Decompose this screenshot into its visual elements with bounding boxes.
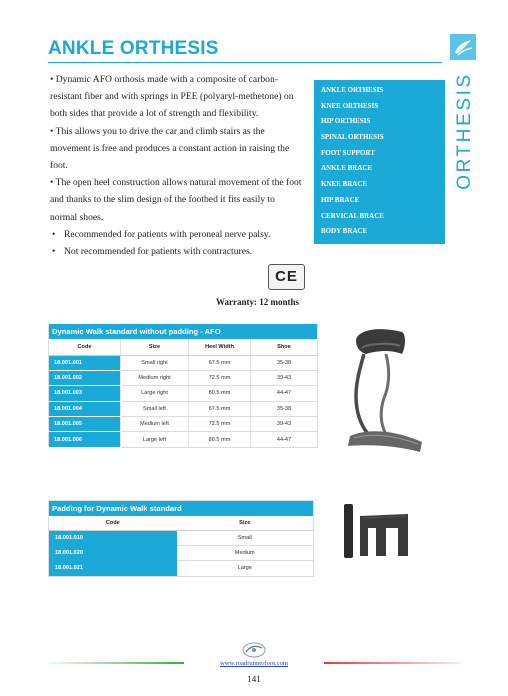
product-table-title: Dynamic Walk standard without padding - AFO	[49, 324, 318, 339]
side-section-label	[450, 72, 480, 190]
category-wrist-and-arm-brace[interactable]: WRIST AND ARM BRACE	[321, 242, 406, 251]
cell-code: 18.001.020	[49, 545, 177, 560]
description-recommended: • Recommended for patients with peroneal nerve palsy.	[50, 226, 304, 243]
category-ankle-brace[interactable]: ANKLE BRACE	[321, 164, 373, 173]
table-row	[49, 561, 314, 576]
cell-size: Small left	[121, 401, 189, 416]
cell-code: 18.001.006	[49, 432, 121, 447]
cell-heel-width: 72.5 mm	[189, 417, 251, 432]
category-foot-support[interactable]: FOOT SUPPORT	[321, 148, 375, 157]
column-header-code: Code	[49, 339, 121, 355]
cell-heel-width: 67.5 mm	[189, 355, 251, 370]
table-row	[49, 432, 318, 447]
cell-code: 18.001.021	[49, 561, 177, 576]
category-ankle-orthesis[interactable]: ANKLE ORTHESIS	[321, 86, 384, 94]
table-row	[49, 545, 314, 560]
category-knee-orthesis[interactable]: KNEE ORTHESIS	[321, 101, 379, 110]
cell-code: 18.001.002	[49, 370, 121, 385]
column-header-heel-width: Heel Width	[189, 339, 251, 355]
cell-size: Large left	[121, 432, 189, 447]
brand-logo-icon	[450, 34, 476, 60]
cell-shoe: 35-38	[251, 401, 318, 416]
ce-certification-mark: CE	[268, 264, 305, 290]
category-body-brace[interactable]: BODY BRACE	[321, 227, 368, 236]
product-table-afo	[48, 324, 318, 448]
column-header-size: Size	[121, 339, 189, 355]
category-hip-brace[interactable]: HIP BRACE	[321, 195, 360, 204]
category-cervical-brace[interactable]: CERVICAL BRACE	[321, 211, 384, 220]
cell-shoe: 39-43	[251, 370, 318, 385]
cell-heel-width: 80.5 mm	[189, 386, 251, 401]
column-header-code: Code	[49, 516, 177, 530]
cell-code: 18.001.003	[49, 386, 121, 401]
cell-size: Medium left	[121, 417, 189, 432]
cell-code: 18.001.019	[49, 530, 177, 545]
cell-heel-width: 72.5 mm	[189, 370, 251, 385]
column-header-size: Size	[177, 516, 314, 530]
description-paragraph-3: • The open heel construction allows natural movement of the foot and thanks to the slim design of the footbed it fits easily to normal shoes.	[50, 177, 302, 223]
table-row	[49, 355, 318, 370]
table-row	[49, 530, 314, 545]
cell-shoe: 35-38	[251, 355, 318, 370]
cell-heel-width: 80.5 mm	[189, 432, 251, 447]
website-link[interactable]: www.roadrunnerfoot.com	[219, 660, 289, 667]
table-header-row	[49, 516, 314, 530]
cell-shoe: 44-47	[251, 386, 318, 401]
page-number: 141	[247, 674, 261, 684]
category-hip-orthesis[interactable]: HIP ORTHESIS	[321, 117, 371, 126]
table-row	[49, 370, 318, 385]
cell-size: Large	[177, 561, 314, 576]
cell-size: Large right	[121, 386, 189, 401]
padding-image	[340, 502, 412, 560]
padding-table	[48, 500, 314, 577]
cell-size: Medium right	[121, 370, 189, 385]
cell-heel-width: 67.5 mm	[189, 401, 251, 416]
cell-shoe: 44-47	[251, 432, 318, 447]
description-paragraph-2: • This allows you to drive the car and climb stairs as the movement is free and produces a constant action in raising the foot.	[50, 125, 290, 172]
category-menu	[314, 80, 445, 251]
description-paragraph-1: • Dynamic AFO orthosis made with a composite of carbon-resistant fiber and with springs in PEE (polyaryl-methetone) on both sides that provide a lot of strength and flexibility.	[50, 74, 294, 120]
title-underline	[48, 62, 442, 63]
cell-shoe: 39-43	[251, 417, 318, 432]
description-not-recommended: • Not recommended for patients with contractures.	[50, 243, 304, 260]
page-title: ANKLE ORTHESIS	[48, 38, 219, 59]
product-description	[50, 71, 304, 260]
cell-code: 18.001.004	[49, 401, 121, 416]
footer-logo-icon	[240, 640, 268, 660]
table-row	[49, 386, 318, 401]
warranty-text: Warranty: 12 months	[216, 297, 299, 307]
cell-code: 18.001.001	[49, 355, 121, 370]
cell-code: 18.001.005	[49, 417, 121, 432]
category-knee-brace[interactable]: KNEE BRACE	[321, 180, 368, 189]
cell-size: Small	[177, 530, 314, 545]
afo-brace-image	[342, 320, 426, 462]
table-header-row	[49, 339, 318, 355]
cell-size: Small right	[121, 355, 189, 370]
column-header-shoe: Shoe	[251, 339, 318, 355]
category-spinal-orthesis[interactable]: SPINAL ORTHESIS	[321, 133, 384, 142]
side-section-text: ORTHESIS	[454, 72, 475, 190]
cell-size: Medium	[177, 545, 314, 560]
table-row	[49, 417, 318, 432]
table-row	[49, 401, 318, 416]
padding-table-title: Padding for Dynamic Walk standard	[49, 501, 314, 517]
